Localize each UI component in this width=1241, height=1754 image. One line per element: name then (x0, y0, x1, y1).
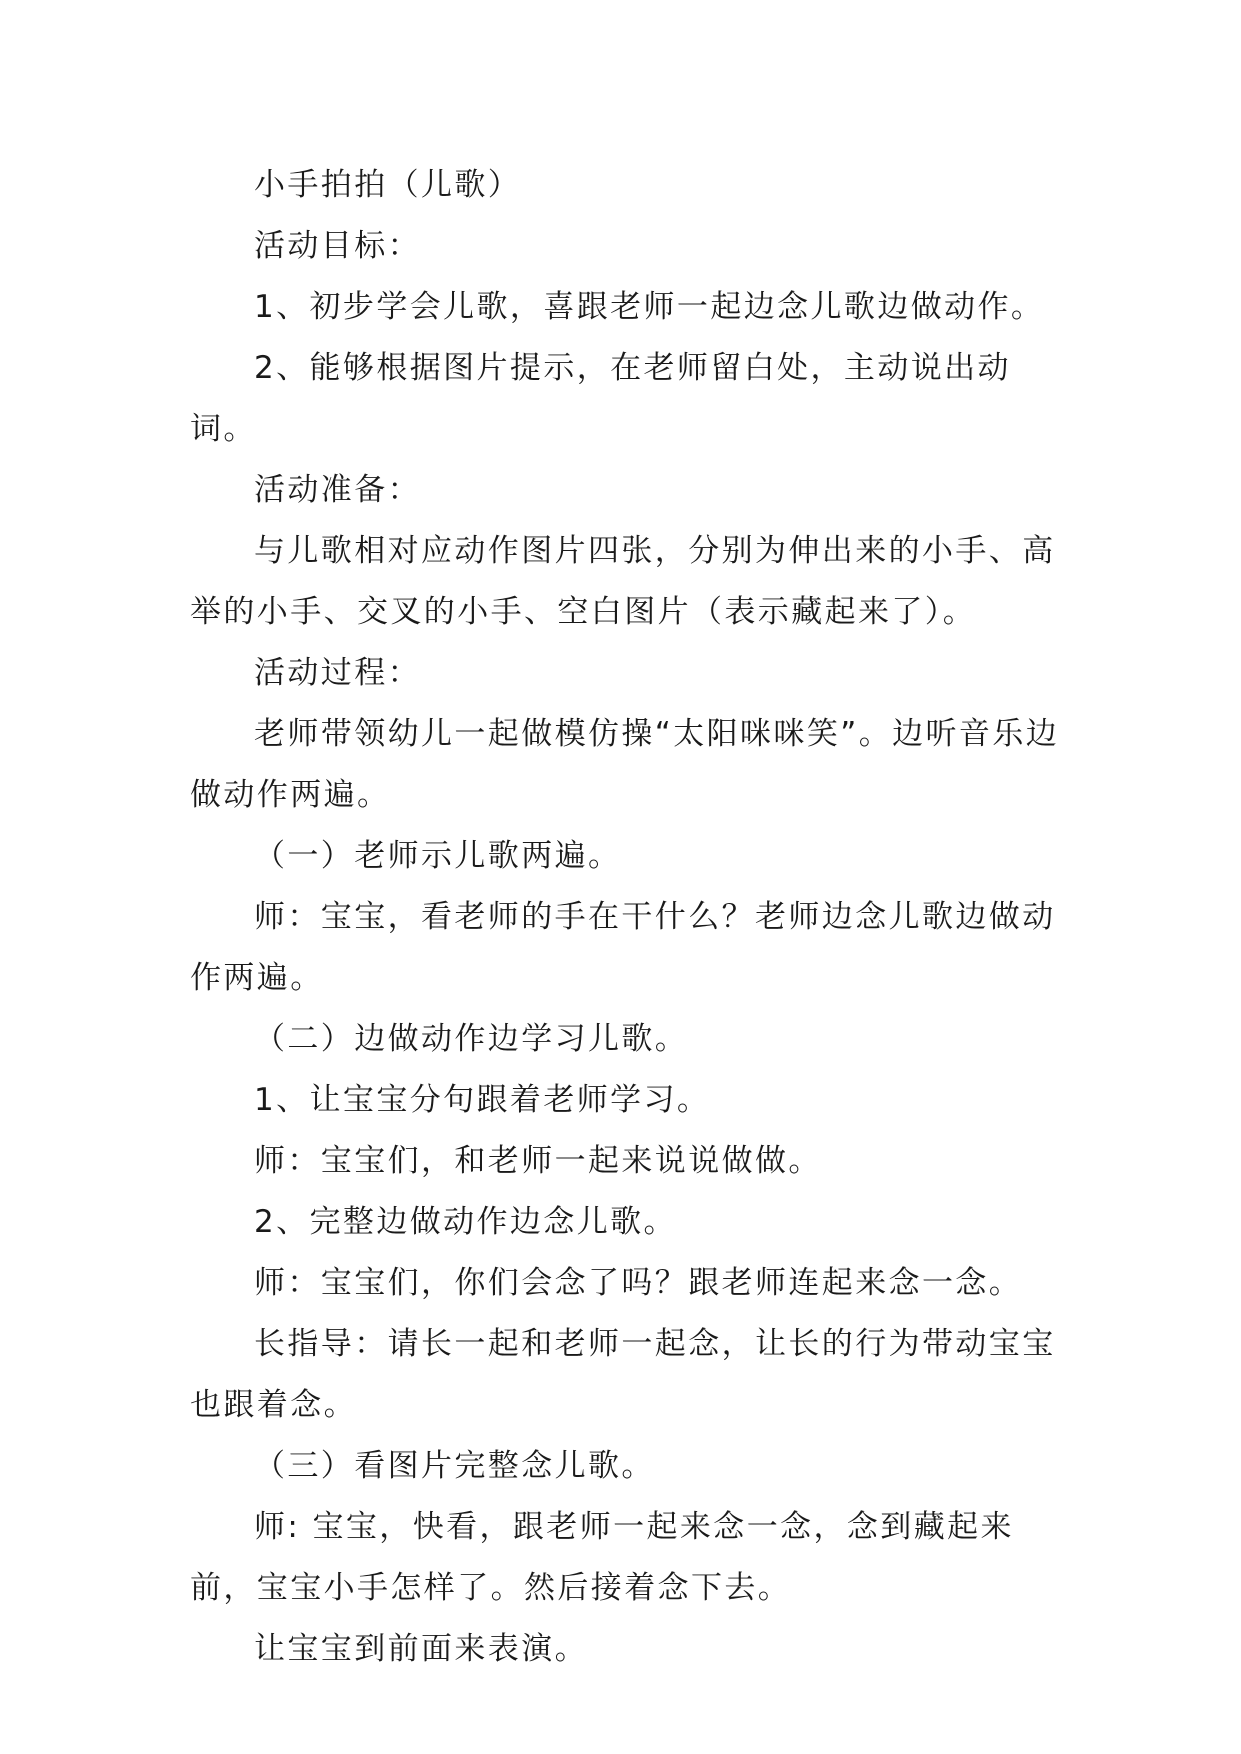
process-intro: 老师带领幼儿一起做模仿操“太阳咪咪笑”。边听音乐边做动作两遍。 (190, 716, 1060, 813)
step-3-dialog: 师: 宝宝，快看，跟老师一起来念一念，念到藏起来前，宝宝小手怎样了。然后接着念下去。 (190, 1509, 1014, 1606)
step-2-dialog-2: 师：宝宝们，你们会念了吗？跟老师连起来念一念。 (254, 1265, 1023, 1301)
goal-item-2: 2、能够根据图片提示，在老师留白处，主动说出动词。 (190, 350, 1011, 447)
section-heading-preparation: 活动准备： (254, 472, 421, 508)
document-title: 小手拍拍（儿歌） (254, 167, 522, 203)
step-1-dialog: 师：宝宝，看老师的手在干什么？老师边念儿歌边做动作两遍。 (190, 899, 1056, 996)
step-2-item-1: 1、让宝宝分句跟着老师学习。 (254, 1082, 711, 1118)
preparation-text: 与儿歌相对应动作图片四张，分别为伸出来的小手、高举的小手、交叉的小手、空白图片（表示藏起来了）。 (190, 533, 1056, 630)
step-1-heading: （一）老师示儿歌两遍。 (254, 838, 622, 874)
section-heading-goals: 活动目标： (254, 228, 421, 264)
goal-item-1: 1、初步学会儿歌，喜跟老师一起边念儿歌边做动作。 (254, 289, 1045, 325)
step-3-performance: 让宝宝到前面来表演。 (254, 1631, 588, 1667)
section-heading-process: 活动过程： (254, 655, 421, 691)
document-body (190, 155, 1060, 1680)
step-2-item-2: 2、完整边做动作边念儿歌。 (254, 1204, 677, 1240)
step-2-heading: （二）边做动作边学习儿歌。 (254, 1021, 689, 1057)
step-3-heading: （三）看图片完整念儿歌。 (254, 1448, 655, 1484)
parent-guidance: 长指导：请长一起和老师一起念，让长的行为带动宝宝也跟着念。 (190, 1326, 1056, 1423)
step-2-dialog-1: 师：宝宝们，和老师一起来说说做做。 (254, 1143, 822, 1179)
